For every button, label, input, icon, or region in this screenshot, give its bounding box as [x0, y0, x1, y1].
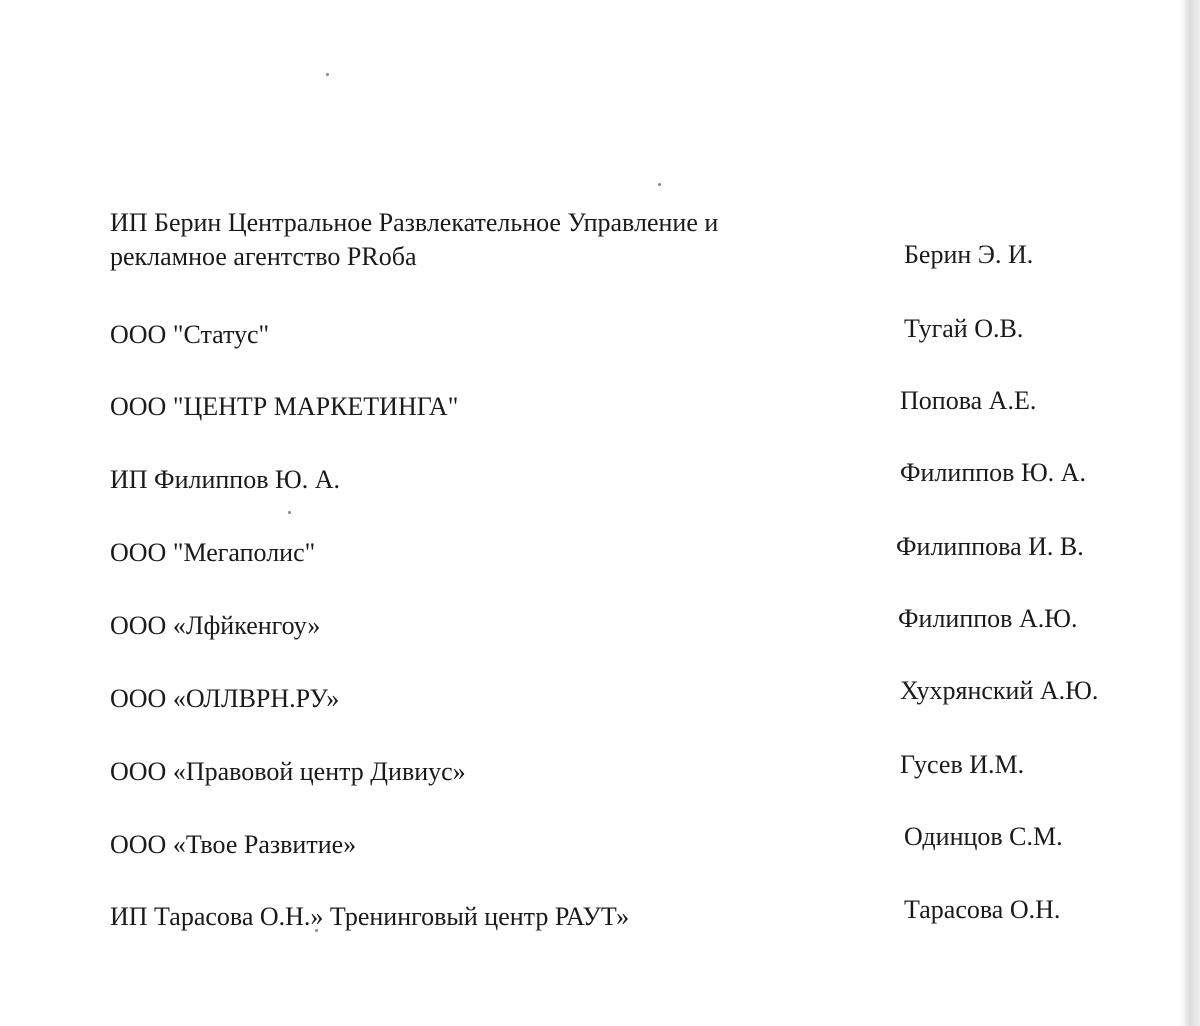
contact-person: Тугай О.В. [904, 314, 1024, 343]
organization-name: ООО «Правовой центр Дивиус» [110, 757, 466, 786]
organization-name: ООО "Мегаполис" [110, 538, 316, 567]
contact-person: Хухрянский А.Ю. [900, 676, 1099, 705]
contact-person: Гусев И.М. [900, 750, 1025, 779]
organization-name: ООО «Лфйкенгоу» [110, 611, 321, 640]
organization-name: ООО «ОЛЛВРН.РУ» [110, 684, 340, 713]
contact-person: Одинцов С.М. [904, 822, 1063, 851]
organization-name [110, 206, 718, 274]
contact-person: Филиппов Ю. А. [900, 458, 1086, 487]
contact-person: Филиппова И. В. [896, 532, 1084, 561]
organization-name: ООО "Статус" [110, 320, 270, 349]
scan-edge-shadow [1166, 0, 1200, 1026]
scan-speck [658, 183, 661, 186]
organization-name-line: ИП Берин Центральное Развлекательное Управление и [110, 208, 719, 237]
scan-speck [288, 511, 291, 514]
contact-person: Берин Э. И. [904, 240, 1034, 269]
organization-name: ООО «Твое Развитие» [110, 830, 357, 859]
contact-person: Тарасова О.Н. [904, 895, 1061, 924]
contact-person: Попова А.Е. [900, 386, 1037, 415]
scan-speck [326, 73, 329, 76]
organization-name: ИП Тарасова О.Н.» Тренинговый центр РАУТ» [110, 902, 630, 931]
organization-name: ООО "ЦЕНТР МАРКЕТИНГА" [110, 392, 459, 421]
organization-name: ИП Филиппов Ю. А. [110, 465, 341, 494]
organization-name-line: рекламное агентство PRоба [110, 242, 417, 271]
contact-person: Филиппов А.Ю. [898, 604, 1078, 633]
